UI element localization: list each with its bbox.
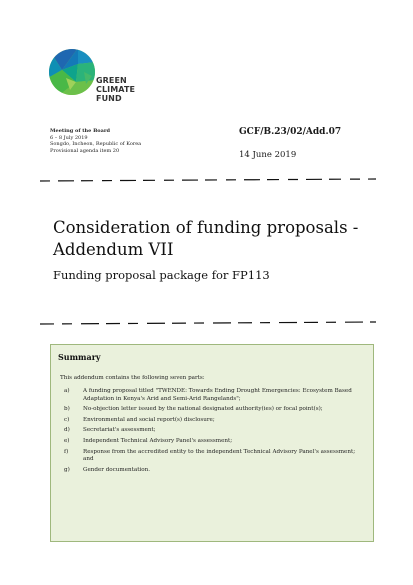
summary-list [64,388,364,477]
meeting-dates: 6 – 8 July 2019 [50,134,88,141]
summary-item-text: Gender documentation. [83,466,150,473]
logo-wordmark [96,76,135,103]
summary-item [64,427,364,435]
logo-line-1: GREEN [96,76,127,85]
logo-line-2: CLIMATE [96,85,136,94]
summary-item [64,406,364,414]
document-title: Consideration of funding proposals - Addendum VII [53,218,359,259]
summary-item-text: A funding proposal titled "TWENDE: Towards Ending Drought Emergencies: Ecosystem Based Adaptation in Kenya's Arid and Semi-Arid Rangelands"; [83,388,352,402]
summary-item-marker: b) [64,406,70,413]
summary-item-text: Response from the accredited entity to the independent Technical Advisory Panel's assessment; and [83,448,356,463]
summary-item [64,449,364,464]
summary-item-text: Environmental and social report(s) disclosure; [83,416,215,423]
green-climate-fund-logo-icon [48,48,96,96]
meeting-location: Songdo, Incheon, Republic of Korea [50,141,142,148]
summary-item-marker: g) [64,466,70,473]
summary-item-marker: a) [64,388,70,394]
summary-item [64,467,364,475]
summary-item-marker: d) [64,427,70,434]
summary-intro: This addendum contains the following seven parts: [60,375,205,381]
document-reference: GCF/B.23/02/Add.07 [239,127,342,137]
document-subtitle: Funding proposal package for FP113 [53,268,270,282]
separator-bottom [40,320,376,326]
summary-item-marker: c) [64,416,70,423]
document-date: 14 June 2019 [239,150,297,160]
summary-item-text: Secretariat's assessment; [83,427,156,434]
meeting-title: Meeting of the Board [50,128,111,134]
summary-item [64,388,364,403]
summary-item [64,438,364,446]
summary-item-marker: f) [64,448,69,455]
logo-line-3: FUND [96,94,122,103]
separator-top [40,177,376,183]
summary-item-text: No-objection letter issued by the national designated authority(ies) or focal point(s); [83,406,323,413]
meeting-agenda: Provisional agenda item 20 [50,147,120,154]
summary-item-text: Independent Technical Advisory Panel's assessment; [83,437,233,444]
summary-item-marker: e) [64,437,70,444]
summary-item [64,417,364,425]
meeting-info [50,128,141,154]
summary-heading: Summary [58,352,101,362]
